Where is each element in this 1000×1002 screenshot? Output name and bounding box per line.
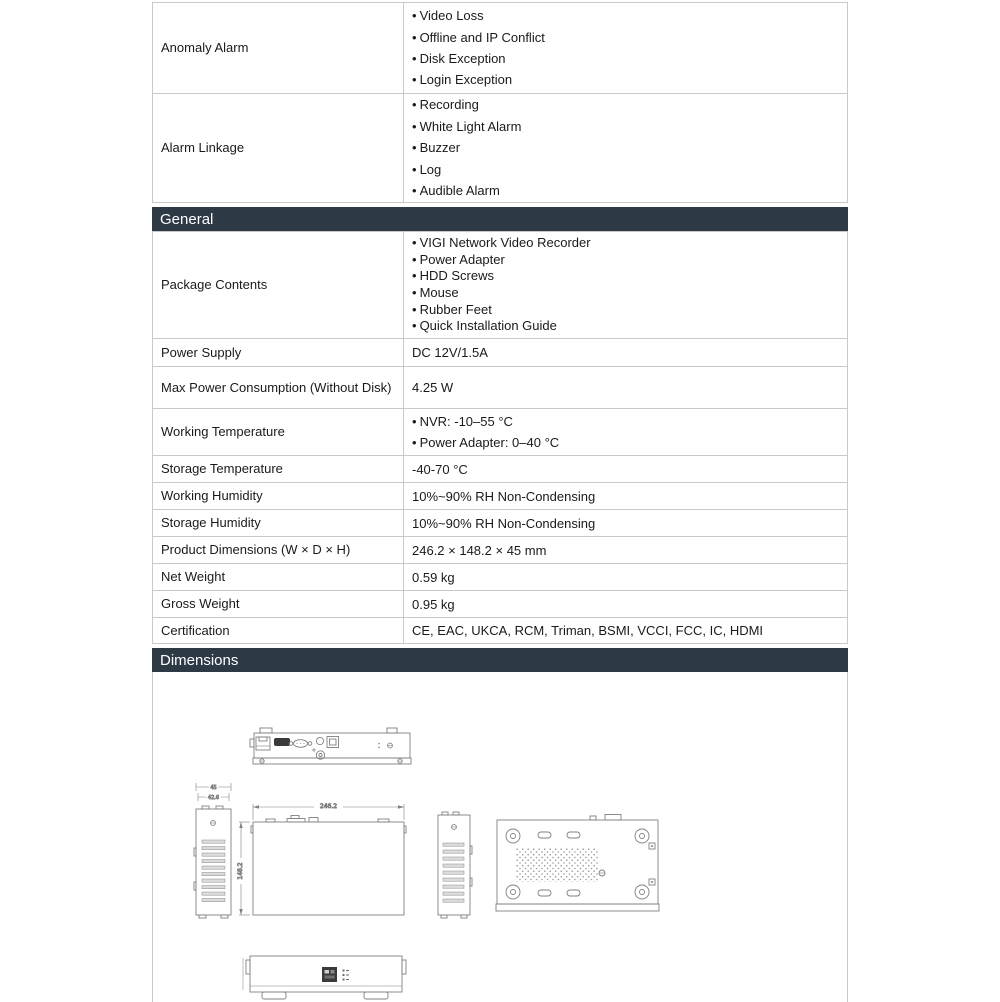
table-row	[152, 591, 848, 618]
dim-label-depth-outer: 45	[210, 785, 217, 791]
row-label: Storage Humidity	[153, 510, 404, 536]
bullet-text: VIGI Network Video Recorder	[419, 235, 591, 251]
row-label: Package Contents	[153, 232, 404, 338]
row-label: Working Humidity	[153, 483, 404, 509]
row-label: Working Temperature	[153, 409, 404, 455]
table-row	[152, 409, 848, 456]
bullet-item	[412, 27, 545, 48]
bullet-item	[412, 94, 479, 115]
row-value	[404, 3, 847, 93]
row-value	[404, 483, 847, 509]
bullet-item	[412, 137, 460, 158]
dimension-drawings	[150, 680, 850, 1000]
table-row	[152, 2, 848, 94]
bullet-item	[412, 116, 521, 137]
bullet-item	[412, 268, 494, 285]
row-label: Anomaly Alarm	[153, 3, 404, 93]
bullet-item	[412, 69, 512, 90]
section-header-general: General	[152, 207, 848, 231]
logo-badge	[322, 967, 337, 982]
row-label: Max Power Consumption (Without Disk)	[153, 367, 404, 408]
top-view-drawing	[235, 802, 406, 916]
bullet-item	[412, 285, 459, 302]
bullet-text: Power Adapter: 0–40 °C	[419, 435, 560, 450]
ethernet-port-icon	[256, 737, 270, 750]
row-label: Power Supply	[153, 339, 404, 366]
row-value	[404, 510, 847, 536]
side-view-left-drawing	[194, 783, 231, 918]
side-view-right-drawing	[438, 812, 472, 918]
section-header-dimensions: Dimensions	[152, 648, 848, 672]
row-label: Certification	[153, 618, 404, 643]
bullet-marker: •	[412, 8, 417, 24]
bullet-item	[412, 159, 441, 180]
usb-port-icon	[327, 737, 339, 748]
row-value-text: 0.95 kg	[412, 596, 455, 612]
vent-slats	[202, 840, 225, 902]
bullet-item	[412, 235, 591, 252]
bullet-text: Login Exception	[419, 72, 513, 88]
row-label: Net Weight	[153, 564, 404, 590]
bullet-marker: •	[412, 72, 417, 88]
row-value-text: 10%~90% RH Non-Condensing	[412, 515, 596, 531]
row-value	[404, 591, 847, 617]
bullet-text: Rubber Feet	[419, 301, 492, 317]
audio-jack-icon	[316, 737, 323, 744]
vent-dot-grid	[516, 848, 599, 882]
row-value	[404, 339, 847, 366]
bullet-text: Audible Alarm	[419, 183, 500, 199]
row-value	[404, 232, 847, 338]
bullet-marker: •	[412, 29, 417, 45]
bullet-marker: •	[412, 161, 417, 177]
row-label: Product Dimensions (W × D × H)	[153, 537, 404, 563]
row-value	[404, 94, 847, 202]
row-value-text: 246.2 × 148.2 × 45 mm	[412, 542, 547, 558]
row-value-text: -40-70 °C	[412, 461, 468, 477]
row-value	[404, 456, 847, 482]
bullet-item	[412, 48, 506, 69]
bullet-text: Buzzer	[419, 140, 461, 156]
front-view-drawing	[243, 956, 406, 999]
bullet-marker: •	[412, 285, 417, 300]
bullet-text: Disk Exception	[419, 51, 506, 66]
led-indicators	[343, 970, 350, 981]
vent-slats	[443, 843, 464, 902]
bullet-text: NVR: -10–55 °C	[419, 413, 513, 429]
row-value-text: CE, EAC, UKCA, RCM, Triman, BSMI, VCCI, FCC, IC, HDMI	[412, 623, 764, 638]
bullet-marker: •	[412, 118, 417, 134]
table-row	[152, 367, 848, 409]
table-row	[152, 618, 848, 644]
bullet-marker: •	[412, 301, 417, 317]
bullet-item	[412, 432, 559, 453]
bullet-item	[412, 180, 500, 201]
bullet-item	[412, 302, 492, 319]
row-value	[404, 367, 847, 408]
bullet-item	[412, 411, 513, 432]
bullet-item	[412, 252, 505, 269]
table-row	[152, 231, 848, 339]
row-value	[404, 564, 847, 590]
dim-label-width: 246.2	[319, 803, 338, 810]
row-value	[404, 618, 847, 643]
bullet-text: Video Loss	[419, 8, 484, 24]
bullet-text: Offline and IP Conflict	[419, 29, 545, 45]
row-value-text: DC 12V/1.5A	[412, 345, 488, 360]
row-label: Storage Temperature	[153, 456, 404, 482]
row-value	[404, 537, 847, 563]
bullet-marker: •	[412, 97, 417, 113]
row-value-text: 10%~90% RH Non-Condensing	[412, 488, 596, 504]
bullet-marker: •	[412, 435, 417, 450]
bullet-marker: •	[412, 268, 417, 284]
bullet-marker: •	[412, 235, 417, 251]
bullet-text: Log	[419, 161, 442, 177]
row-value-text: 0.59 kg	[412, 569, 455, 585]
table-row	[152, 537, 848, 564]
table-row	[152, 456, 848, 483]
row-label: Alarm Linkage	[153, 94, 404, 202]
bullet-text: HDD Screws	[419, 268, 494, 284]
dim-label-height: 148.2	[237, 862, 244, 880]
bullet-text: Quick Installation Guide	[419, 318, 557, 334]
bullet-marker: •	[412, 251, 417, 267]
bullet-item	[412, 318, 557, 335]
table-row	[152, 94, 848, 203]
bullet-text: Power Adapter	[419, 251, 505, 267]
row-value-text: 4.25 W	[412, 380, 454, 395]
table-row	[152, 339, 848, 367]
hdmi-port-icon	[274, 738, 290, 746]
bullet-marker: •	[412, 51, 417, 66]
bullet-text: Recording	[419, 97, 479, 113]
bullet-marker: •	[412, 413, 417, 429]
vga-port-icon	[289, 740, 312, 748]
rear-view-drawing	[250, 728, 411, 764]
bottom-view-drawing	[496, 815, 659, 912]
table-row	[152, 510, 848, 537]
bullet-marker: •	[412, 183, 417, 199]
bullet-marker: •	[412, 140, 417, 156]
bullet-text: Mouse	[419, 285, 459, 300]
dim-label-depth-inner: 42.6	[207, 795, 220, 801]
table-row	[152, 483, 848, 510]
bullet-text: White Light Alarm	[419, 118, 522, 134]
row-value	[404, 409, 847, 455]
row-label: Gross Weight	[153, 591, 404, 617]
table-row	[152, 564, 848, 591]
bullet-item	[412, 5, 484, 26]
bullet-marker: •	[412, 318, 417, 334]
